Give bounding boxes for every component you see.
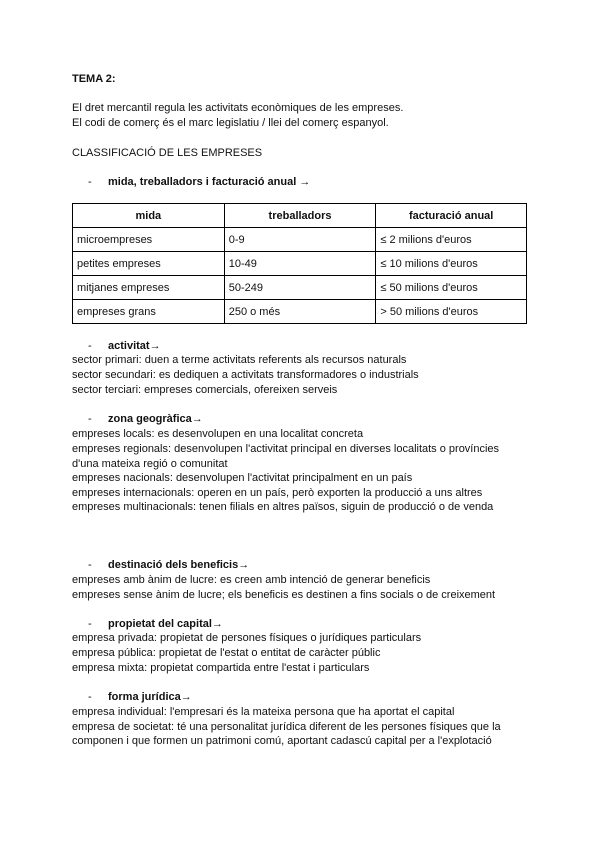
- table-cell: mitjanes empreses: [73, 276, 225, 300]
- table-row: [73, 252, 527, 276]
- bullet-dash: -: [88, 413, 92, 425]
- section-heading: CLASSIFICACIÓ DE LES EMPRESES: [72, 147, 263, 159]
- bullet-heading: [72, 690, 192, 705]
- body-line: d'una mateixa regió o comunitat: [72, 458, 228, 470]
- bullet-heading: [72, 558, 249, 573]
- bullet-heading: [72, 617, 223, 632]
- body-line: empreses multinacionals: tenen filials en altres països, siguin de producció o de venda: [72, 501, 494, 513]
- table-cell: ≤ 2 milions d'euros: [376, 228, 527, 252]
- table-cell: petites empreses: [73, 252, 225, 276]
- table-cell: 0-9: [224, 228, 376, 252]
- intro-line: El dret mercantil regula les activitats econòmiques de les empreses.: [72, 102, 404, 114]
- body-line: empreses internacionals: operen en un país, però exporten la producció a uns altres: [72, 487, 483, 499]
- body-line: empresa de societat: té una personalitat jurídica diferent de les persones físiques que la: [72, 721, 501, 733]
- table-header-cell: treballadors: [224, 204, 376, 228]
- table-header-row: [73, 204, 527, 228]
- bullet-heading-text: propietat del capital→: [108, 618, 223, 630]
- table-row: [73, 300, 527, 324]
- bullet-heading: [72, 339, 161, 354]
- body-line: componen i que formen un patrimoni comú, aportant cadascú capital per a l'explotació: [72, 735, 492, 747]
- bullet-heading: [72, 175, 310, 190]
- table-row: [73, 276, 527, 300]
- table-row: [73, 228, 527, 252]
- bullet-heading-text: zona geogràfica→: [108, 413, 203, 425]
- body-line: empreses locals: es desenvolupen en una localitat concreta: [72, 428, 364, 440]
- bullet-heading-text: forma jurídica→: [108, 691, 192, 703]
- table-header-cell: mida: [73, 204, 225, 228]
- body-line: empreses regionals: desenvolupen l'activitat principal en diverses localitats o províncies: [72, 443, 500, 455]
- body-line: sector terciari: empreses comercials, ofereixen serveis: [72, 384, 338, 396]
- body-line: empreses amb ànim de lucre: es creen amb intenció de generar beneficis: [72, 574, 431, 586]
- bullet-heading-text: destinació dels beneficis→: [108, 559, 250, 571]
- bullet-dash: -: [88, 618, 92, 630]
- body-line: sector primari: duen a terme activitats referents als recursos naturals: [72, 354, 407, 366]
- table-cell: 10-49: [224, 252, 376, 276]
- table-cell: 50-249: [224, 276, 376, 300]
- body-line: empresa individual: l'empresari és la mateixa persona que ha aportat el capital: [72, 706, 455, 718]
- bullet-dash: -: [88, 691, 92, 703]
- intro-line: El codi de comerç és el marc legislatiu / llei del comerç espanyol.: [72, 117, 389, 129]
- body-line: empreses nacionals: desenvolupen l'activitat principalment en un país: [72, 472, 413, 484]
- body-line: empreses sense ànim de lucre; els beneficis es destinen a fins socials o de creixement: [72, 589, 496, 601]
- bullet-dash: -: [88, 559, 92, 571]
- body-line: empresa privada: propietat de persones físiques o jurídiques particulars: [72, 632, 422, 644]
- size-classification-table: [72, 203, 527, 324]
- bullet-heading-text: activitat→: [108, 340, 161, 352]
- bullet-dash: -: [88, 340, 92, 352]
- table-cell: empreses grans: [73, 300, 225, 324]
- bullet-dash: -: [88, 176, 92, 188]
- body-line: empresa mixta: propietat compartida entre l'estat i particulars: [72, 662, 370, 674]
- table-cell: 250 o més: [224, 300, 376, 324]
- table-cell: ≤ 50 milions d'euros: [376, 276, 527, 300]
- body-line: empresa pública: propietat de l'estat o entitat de caràcter públic: [72, 647, 381, 659]
- table-cell: ≤ 10 milions d'euros: [376, 252, 527, 276]
- document-title: TEMA 2:: [72, 73, 116, 85]
- bullet-heading-text: mida, treballadors i facturació anual →: [108, 176, 311, 188]
- table-cell: microempreses: [73, 228, 225, 252]
- table-cell: > 50 milions d'euros: [376, 300, 527, 324]
- body-line: sector secundari: es dediquen a activitats transformadores o industrials: [72, 369, 419, 381]
- table-header-cell: facturació anual: [376, 204, 527, 228]
- bullet-heading: [72, 412, 203, 427]
